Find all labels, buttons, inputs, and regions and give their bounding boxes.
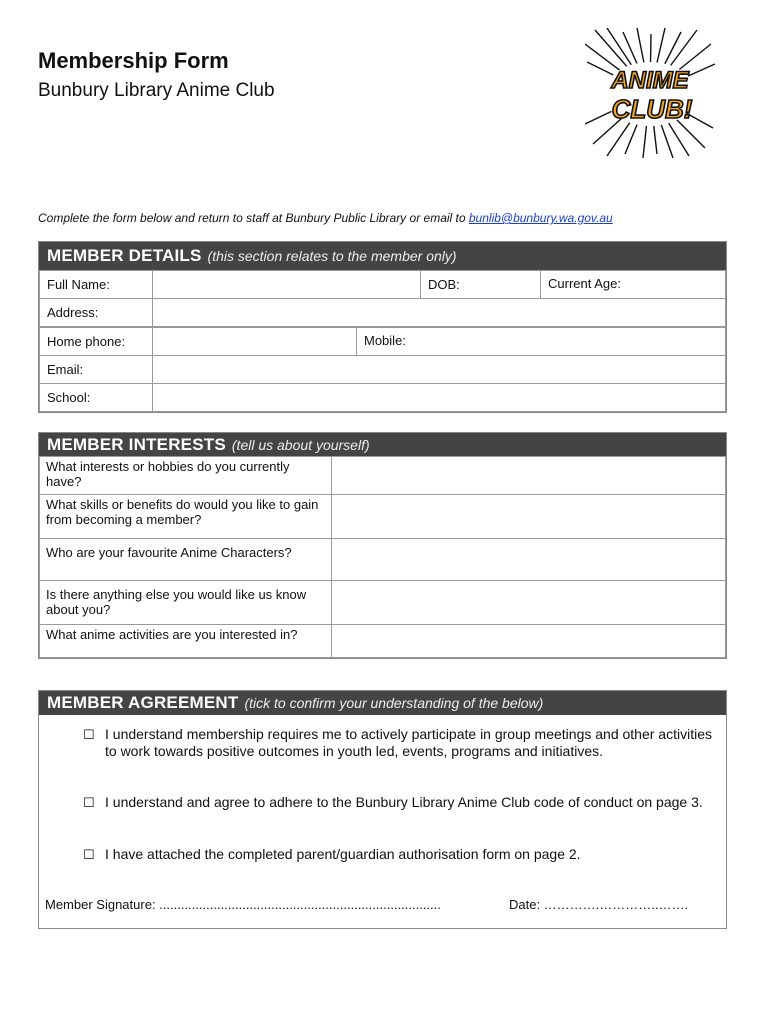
mobile-field[interactable] xyxy=(357,328,726,356)
page-subtitle: Bunbury Library Anime Club xyxy=(38,80,275,101)
interest-question: What anime activities are you interested in? xyxy=(40,625,332,658)
member-interests-section xyxy=(38,432,727,659)
page-title: Membership Form xyxy=(38,48,229,73)
member-interests-heading: MEMBER INTERESTS xyxy=(47,434,226,454)
member-details-section xyxy=(38,241,727,413)
member-interests-header xyxy=(39,433,726,456)
agreement-checkbox[interactable]: ☐ xyxy=(83,795,95,810)
agreement-item xyxy=(83,846,713,863)
interest-answer-field[interactable] xyxy=(332,625,726,658)
member-interests-note: (tell us about yourself) xyxy=(231,436,370,453)
member-agreement-header xyxy=(39,691,726,715)
member-details-note: (this section relates to the member only) xyxy=(207,248,457,264)
logo-text-anime: ANIME xyxy=(611,67,689,94)
full-name-label: Full Name: xyxy=(40,271,153,299)
logo-text-club: CLUB! xyxy=(611,94,693,124)
agreement-checkbox[interactable]: ☐ xyxy=(83,727,95,742)
member-details-header xyxy=(39,242,726,270)
home-phone-label: Home phone: xyxy=(40,328,153,356)
interest-answer-field[interactable] xyxy=(332,495,726,539)
instructions-text: Complete the form below and return to staff at Bunbury Public Library or email to xyxy=(38,211,469,225)
full-name-field[interactable] xyxy=(153,271,421,299)
interest-question: What skills or benefits do would you like to gain from becoming a member? xyxy=(40,495,332,539)
member-agreement-heading: MEMBER AGREEMENT xyxy=(47,693,239,712)
member-details-table xyxy=(39,270,726,327)
agreement-item xyxy=(83,794,713,811)
date-field[interactable]: Date: ………….…………..……. xyxy=(509,897,689,912)
member-contact-table xyxy=(39,327,726,412)
agreement-text: I understand membership requires me to actively participate in group meetings and other activities to work towards positive outcomes in youth led, events, programs and initiatives. xyxy=(105,726,712,759)
email-label: Email: xyxy=(40,356,153,384)
agreement-item xyxy=(83,726,713,760)
email-link[interactable]: bunlib@bunbury.wa.gov.au xyxy=(468,211,613,225)
member-signature-field[interactable]: Member Signature: .............................................................................. xyxy=(45,897,441,912)
interest-answer-field[interactable] xyxy=(332,539,726,581)
email-field[interactable] xyxy=(153,356,726,384)
member-interests-table xyxy=(39,456,726,658)
school-field[interactable] xyxy=(153,384,726,412)
mobile-label: Mobile: xyxy=(364,333,406,348)
dob-field[interactable] xyxy=(421,271,541,299)
interest-question: Is there anything else you would like us know about you? xyxy=(40,581,332,625)
address-field[interactable] xyxy=(153,299,726,327)
member-agreement-note: (tick to confirm your understanding of the below) xyxy=(244,695,544,711)
address-label: Address: xyxy=(40,299,153,327)
current-age-label: Current Age: xyxy=(548,276,621,291)
dob-label: DOB: xyxy=(428,277,460,292)
agreement-text: I understand and agree to adhere to the Bunbury Library Anime Club code of conduct on page 3. xyxy=(105,794,703,810)
interest-answer-field[interactable] xyxy=(332,457,726,495)
home-phone-field[interactable] xyxy=(153,328,357,356)
member-details-heading: MEMBER DETAILS xyxy=(47,246,202,265)
interest-question: What interests or hobbies do you currently have? xyxy=(40,457,332,495)
school-label: School: xyxy=(40,384,153,412)
interest-answer-field[interactable] xyxy=(332,581,726,625)
current-age-field[interactable] xyxy=(541,271,726,299)
member-agreement-section xyxy=(38,690,727,929)
agreement-checkbox[interactable]: ☐ xyxy=(83,847,95,862)
agreement-text: I have attached the completed parent/guardian authorisation form on page 2. xyxy=(105,846,581,862)
interest-question: Who are your favourite Anime Characters? xyxy=(40,539,332,581)
instructions xyxy=(38,211,613,225)
anime-club-logo xyxy=(585,28,715,158)
